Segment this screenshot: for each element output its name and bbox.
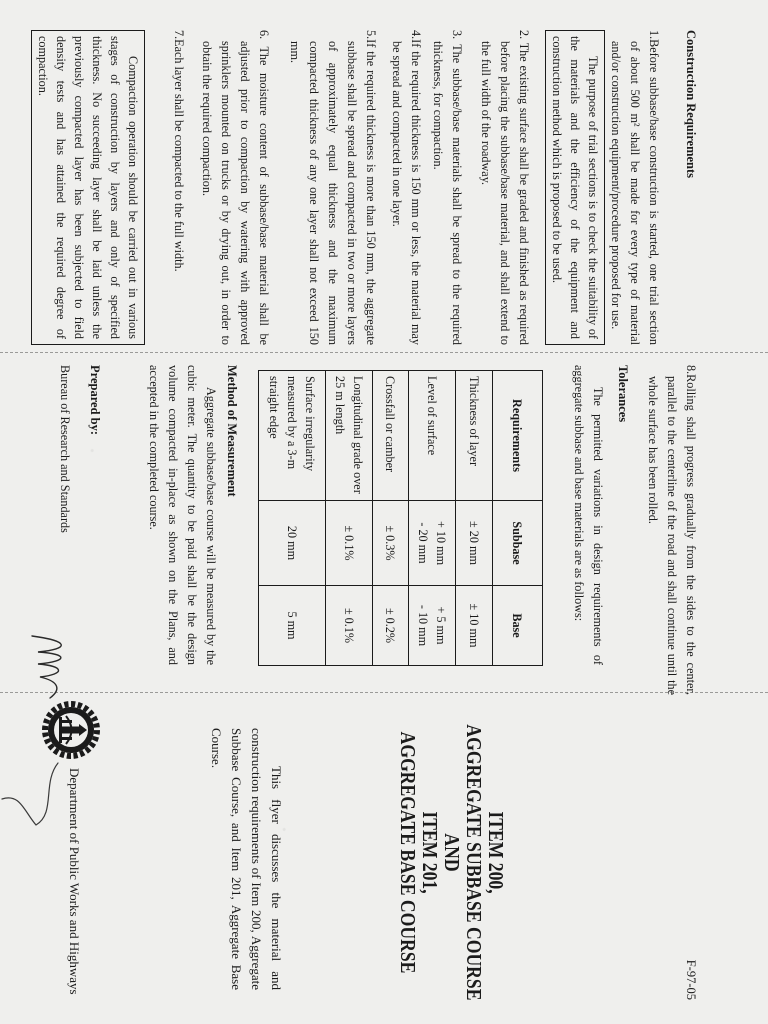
base-cell: ± 0.1% — [326, 586, 373, 666]
tolerances-table — [258, 370, 543, 666]
base-cell: 5 mm — [259, 586, 326, 666]
requirement-cell: Surface irregularity measured by a 3-m straight edge — [259, 371, 326, 501]
subbase-cell: ± 0.1% — [326, 501, 373, 586]
requirement-item-2: 2. The existing surface shall be graded and finished as required before placing the subbase/base material, and shall extend to the full width of the roadway. — [479, 30, 531, 345]
measurement-heading: Method of Measurement — [225, 365, 239, 497]
fold-line — [0, 352, 768, 353]
title-line: AGGREGATE BASE COURSE — [396, 731, 420, 974]
title-line: AND — [440, 833, 464, 872]
dpwh-gear-seal-icon — [41, 700, 101, 760]
requirement-cell: Thickness of layer — [456, 371, 493, 501]
subbase-cell: ± 0.3% — [373, 501, 409, 586]
tolerances-intro: The permitted variations in design requirements of aggregate subbase and base materials are as follows: — [572, 365, 605, 665]
requirement-cell: Longitudinal grade over 25 m length — [326, 371, 373, 501]
subbase-cell: + 10 mm - 20 mm — [409, 501, 456, 586]
construction-requirements-panel — [31, 30, 700, 345]
table-row — [259, 371, 326, 666]
table-row — [373, 371, 409, 666]
title-line: ITEM 201, — [418, 811, 442, 894]
measurement-text: Aggregate subbase/base course will be measured by the cubic meter. The quantity to be paid shall be the design volume compacted in-place as shown on the Plans, and accepted in the completed course. — [147, 365, 218, 665]
flyer-description: This flyer discusses the material and construction requirements of Item 200, Aggregate Subbase Course, and Item 201, Aggregate Base Course. — [209, 728, 284, 990]
base-cell: ± 10 mm — [456, 586, 493, 666]
subbase-cell: ± 20 mm — [456, 501, 493, 586]
compaction-note: Compaction operation should be carried out in various stages of construction by layers and only of specified thickness. No succeeding layer shall be laid unless the previously compacted layer has been subjected to field density tests and has attained the required degree of compaction. — [31, 30, 145, 345]
tolerances-heading: Tolerances — [616, 365, 630, 423]
table-header-requirements: Requirements — [493, 371, 543, 501]
table-header-subbase: Subbase — [493, 501, 543, 586]
table-row — [456, 371, 493, 666]
construction-requirements-heading: Construction Requirements — [684, 30, 698, 179]
requirement-item-5: 5.If the required thickness is more than 150 mm, the aggregate subbase shall be spread and compacted in two or more layers of approximately equal thickness and the maximum compacted thickness of any one layer shall not exceed 150 mm. — [288, 30, 378, 345]
form-number: F-97-05 — [684, 959, 698, 1000]
requirement-item-7: 7.Each layer shall be compacted to the full width. — [172, 30, 186, 272]
requirement-cell: Level of surface — [409, 371, 456, 501]
requirement-item-8: 8.Rolling shall progress gradually from the sides to the center, parallel to the centerline of the road and shall continue until the whole surface has been rolled. — [646, 365, 698, 695]
table-header-row — [493, 371, 543, 666]
table-header-base: Base — [493, 586, 543, 666]
signature — [18, 632, 78, 702]
base-cell: + 5 mm - 10 mm — [409, 586, 456, 666]
prepared-by-label: Prepared by: — [88, 365, 102, 436]
base-cell: ± 0.2% — [373, 586, 409, 666]
subbase-cell: 20 mm — [259, 501, 326, 586]
requirement-item-3: 3. The subbase/base materials shall be spread to the required thickness, for compaction. — [431, 30, 464, 345]
tolerances-panel — [55, 365, 700, 695]
department-name: Department of Public Works and Highways — [67, 768, 82, 995]
trial-section-note: The purpose of trial sections is to check the suitability of the materials and the efficiency of the equipment and construction method which is proposed to be used. — [545, 30, 605, 345]
table-row — [326, 371, 373, 666]
requirement-cell: Crossfall or camber — [373, 371, 409, 501]
requirement-item-6: 6. The moisture content of subbase/base material shall be adjusted prior to compaction by watering with approved sprinklers mounted on trucks or by drying out, in order to obtain the required compaction. — [200, 30, 271, 345]
title-line: ITEM 200, — [484, 811, 508, 894]
requirement-item-4: 4.If the required thickness is 150 mm or less, the material may be spread and compacted in one layer. — [390, 30, 423, 345]
prepared-by-office: Bureau of Research and Standards — [58, 365, 72, 533]
pen-mark — [0, 755, 64, 835]
title-line: AGGREGATE SUBBASE COURSE — [462, 724, 486, 1001]
table-row — [409, 371, 456, 666]
flyer-title — [396, 724, 508, 1001]
requirement-item-1: 1.Before subbase/base construction is started, one trial section of about 500 m² shall be made for every type of material and/or construction equipment/procedure proposed for use. — [609, 30, 661, 345]
cover-panel — [0, 700, 768, 1005]
